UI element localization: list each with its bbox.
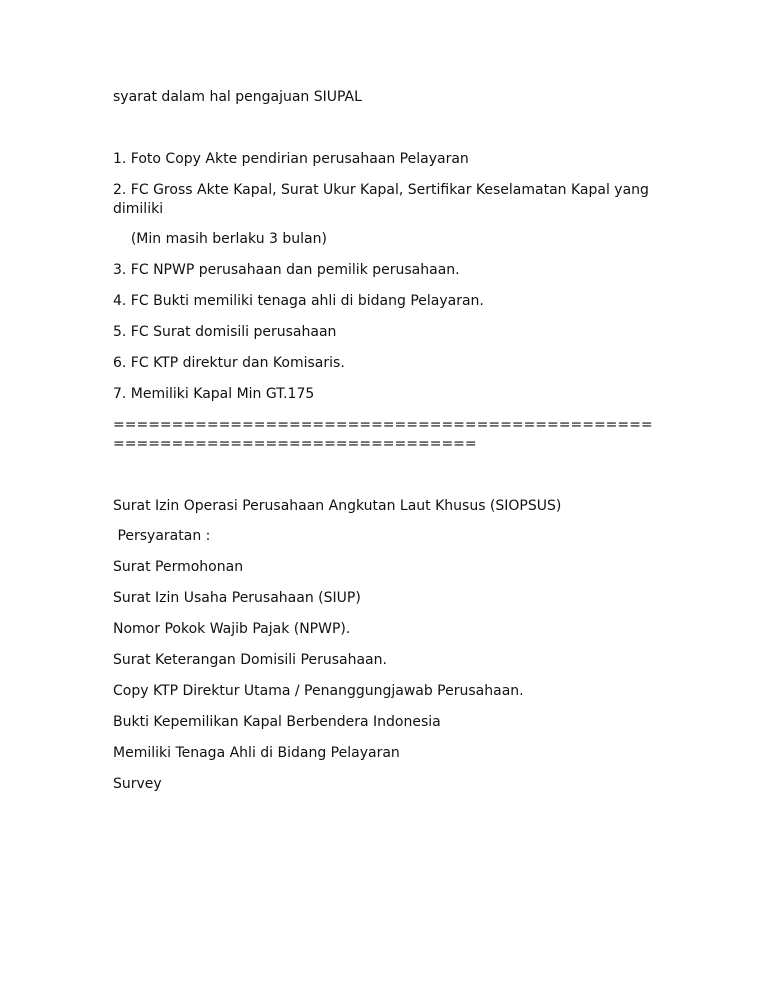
siupal-item-1: 1. Foto Copy Akte pendirian perusahaan Pelayaran bbox=[113, 151, 469, 167]
siopsus-item-7: Memiliki Tenaga Ahli di Bidang Pelayaran bbox=[113, 745, 400, 761]
siupal-item-2: 2. FC Gross Akte Kapal, Surat Ukur Kapal, Sertifikar Keselamatan Kapal yang dimiliki bbox=[113, 182, 654, 217]
siupal-item-6: 6. FC KTP direktur dan Komisaris. bbox=[113, 355, 345, 371]
siopsus-item-1: Surat Permohonan bbox=[113, 559, 244, 575]
siopsus-item-8: Survey bbox=[113, 776, 162, 792]
section-separator: ============================================================================= bbox=[113, 417, 653, 452]
siopsus-item-5: Copy KTP Direktur Utama / Penanggungjawab Perusahaan. bbox=[113, 683, 524, 699]
siopsus-item-3: Nomor Pokok Wajib Pajak (NPWP). bbox=[113, 621, 351, 637]
siupal-item-7: 7. Memiliki Kapal Min GT.175 bbox=[113, 386, 315, 402]
siopsus-item-4: Surat Keterangan Domisili Perusahaan. bbox=[113, 652, 387, 668]
requirements-label: Persyaratan : bbox=[113, 528, 211, 544]
siopsus-title: Surat Izin Operasi Perusahaan Angkutan Laut Khusus (SIOPSUS) bbox=[113, 498, 562, 514]
siopsus-item-6: Bukti Kepemilikan Kapal Berbendera Indonesia bbox=[113, 714, 441, 730]
siopsus-item-2: Surat Izin Usaha Perusahaan (SIUP) bbox=[113, 590, 361, 606]
siupal-item-3: 3. FC NPWP perusahaan dan pemilik perusahaan. bbox=[113, 262, 460, 278]
siupal-item-5: 5. FC Surat domisili perusahaan bbox=[113, 324, 337, 340]
siupal-item-4: 4. FC Bukti memiliki tenaga ahli di bidang Pelayaran. bbox=[113, 293, 484, 309]
document-heading: syarat dalam hal pengajuan SIUPAL bbox=[113, 89, 362, 105]
siupal-item-2-note: (Min masih berlaku 3 bulan) bbox=[113, 231, 327, 247]
